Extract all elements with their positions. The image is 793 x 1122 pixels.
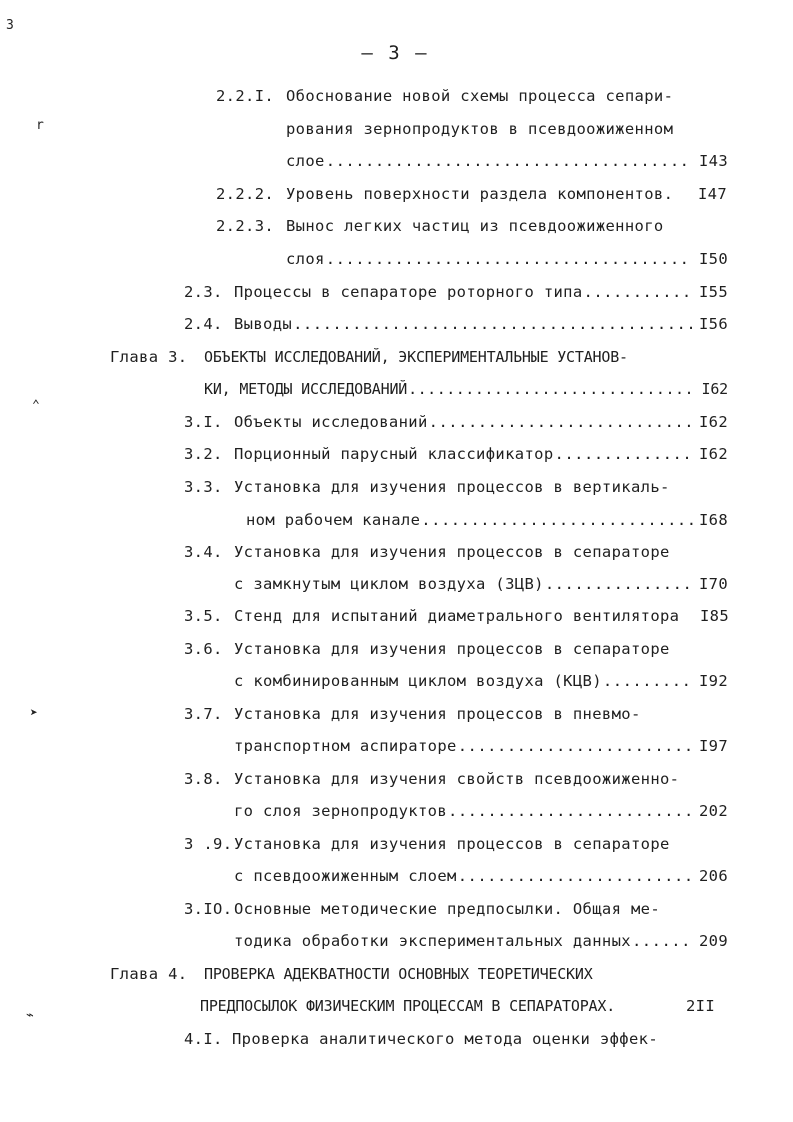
page-number: – 3 – [361,42,429,64]
dot-leader [421,510,693,530]
entry-page: I50 [698,250,728,268]
corner-mark: 3 [6,18,14,33]
entry-page: I55 [698,283,728,301]
entry-title: ном рабочем канале [246,511,421,529]
dot-leader [545,574,693,594]
chapter-title: ПРЕДПОСЫЛОК ФИЗИЧЕСКИМ ПРОЦЕССАМ В СЕПАРАТОРАХ. [200,997,616,1015]
toc-line [234,801,728,821]
toc-line [234,931,728,951]
dot-leader [458,736,693,756]
entry-page: I97 [698,737,728,755]
entry-title: Установка для изучения процессов в вертикаль- [234,478,670,496]
dot-leader [408,379,695,399]
entry-title: Проверка аналитического метода оценки эффек- [232,1030,658,1048]
entry-title: рования зернопродуктов в псевдоожиженном [286,120,674,138]
entry-number: 3.2. [184,445,223,463]
toc-line [234,866,728,886]
chapter-title: ОБЪЕКТЫ ИССЛЕДОВАНИЙ, ЭКСПЕРИМЕНТАЛЬНЫЕ УСТАНОВ- [204,348,628,366]
toc-line [234,412,728,432]
entry-page: I43 [698,152,728,170]
entry-number: 3.I. [184,413,223,431]
entry-page: I92 [698,672,728,690]
toc-line [246,510,728,530]
entry-number: 2.3. [184,283,223,301]
entry-page: 209 [698,932,728,950]
entry-title: Вынос легких частиц из псевдоожиженного [286,217,664,235]
dot-leader [555,444,693,464]
entry-title: Порционный парусный классификатор [234,445,554,463]
entry-page: I62 [701,380,728,398]
entry-number: 2.4. [184,315,223,333]
entry-number: 2.2.2. [216,185,275,203]
entry-title: Выводы [234,315,293,333]
margin-mark: ➤ [30,706,38,721]
entry-title: Установка для изучения процессов в сепараторе [234,543,670,561]
entry-title: Основные методические предпосылки. Общая ме- [234,900,660,918]
entry-number: 3 .9. [184,835,233,853]
dot-leader [448,801,693,821]
toc-line [234,314,728,334]
entry-title: тодика обработки экспериментальных данных [234,932,631,950]
entry-page: I62 [698,445,728,463]
margin-mark: ⌃ [32,398,40,413]
dot-leader [326,249,693,269]
entry-title: Стенд для испытаний диаметрального вентилятора [234,607,680,625]
dot-leader [326,151,693,171]
entry-title: с комбинированным циклом воздуха (КЦВ) [234,672,602,690]
toc-line [204,379,728,399]
entry-page: I85 [700,607,730,625]
entry-title: слоя [286,250,325,268]
dot-leader [293,314,693,334]
entry-title: Установка для изучения процессов в пневмо- [234,705,641,723]
entry-title: слое [286,152,325,170]
chapter-number: Глава 4. [110,965,188,983]
chapter-title: КИ, МЕТОДЫ ИССЛЕДОВАНИЙ [204,380,408,398]
toc-line [234,736,728,756]
entry-number: 3.5. [184,607,223,625]
dot-leader [632,931,693,951]
toc-line [286,151,728,171]
entry-title: Установка для изучения процессов в сепараторе [234,835,670,853]
entry-number: 3.3. [184,478,223,496]
entry-title: с замкнутым циклом воздуха (ЗЦВ) [234,575,544,593]
entry-number: 2.2.3. [216,217,275,235]
entry-title: Уровень поверхности раздела компонентов. [286,185,674,203]
entry-number: 4.I. [184,1030,223,1048]
entry-page: I70 [698,575,728,593]
entry-title: Установка для изучения свойств псевдоожиженно- [234,770,680,788]
entry-title: Объекты исследований [234,413,428,431]
entry-page: 2II [686,997,716,1015]
entry-page: 202 [698,802,728,820]
dot-leader [603,671,693,691]
entry-number: 3.4. [184,543,223,561]
entry-title: Установка для изучения процессов в сепараторе [234,640,670,658]
margin-mark: ⌁ [26,1008,34,1023]
entry-page: 206 [698,867,728,885]
entry-title: Процессы в сепараторе роторного типа [234,283,583,301]
dot-leader [584,282,693,302]
toc-line [286,249,728,269]
toc-line [234,671,728,691]
dot-leader [458,866,693,886]
toc-line [234,444,728,464]
entry-title: с псевдоожиженным слоем [234,867,457,885]
chapter-number: Глава 3. [110,348,188,366]
entry-number: 3.6. [184,640,223,658]
toc-line [234,574,728,594]
entry-page: I62 [698,413,728,431]
entry-number: 3.7. [184,705,223,723]
entry-title: го слоя зернопродуктов [234,802,447,820]
entry-page: I68 [698,511,728,529]
entry-title: транспортном аспираторе [234,737,457,755]
margin-mark: r [36,118,44,133]
entry-number: 3.8. [184,770,223,788]
chapter-title: ПРОВЕРКА АДЕКВАТНОСТИ ОСНОВНЫХ ТЕОРЕТИЧЕСКИХ [204,965,593,983]
entry-number: 2.2.I. [216,87,275,105]
entry-page: I47 [698,185,728,203]
toc-line [234,282,728,302]
entry-title: Обоснование новой схемы процесса сепари- [286,87,674,105]
dot-leader [429,412,693,432]
entry-number: 3.IO. [184,900,233,918]
entry-page: I56 [698,315,728,333]
